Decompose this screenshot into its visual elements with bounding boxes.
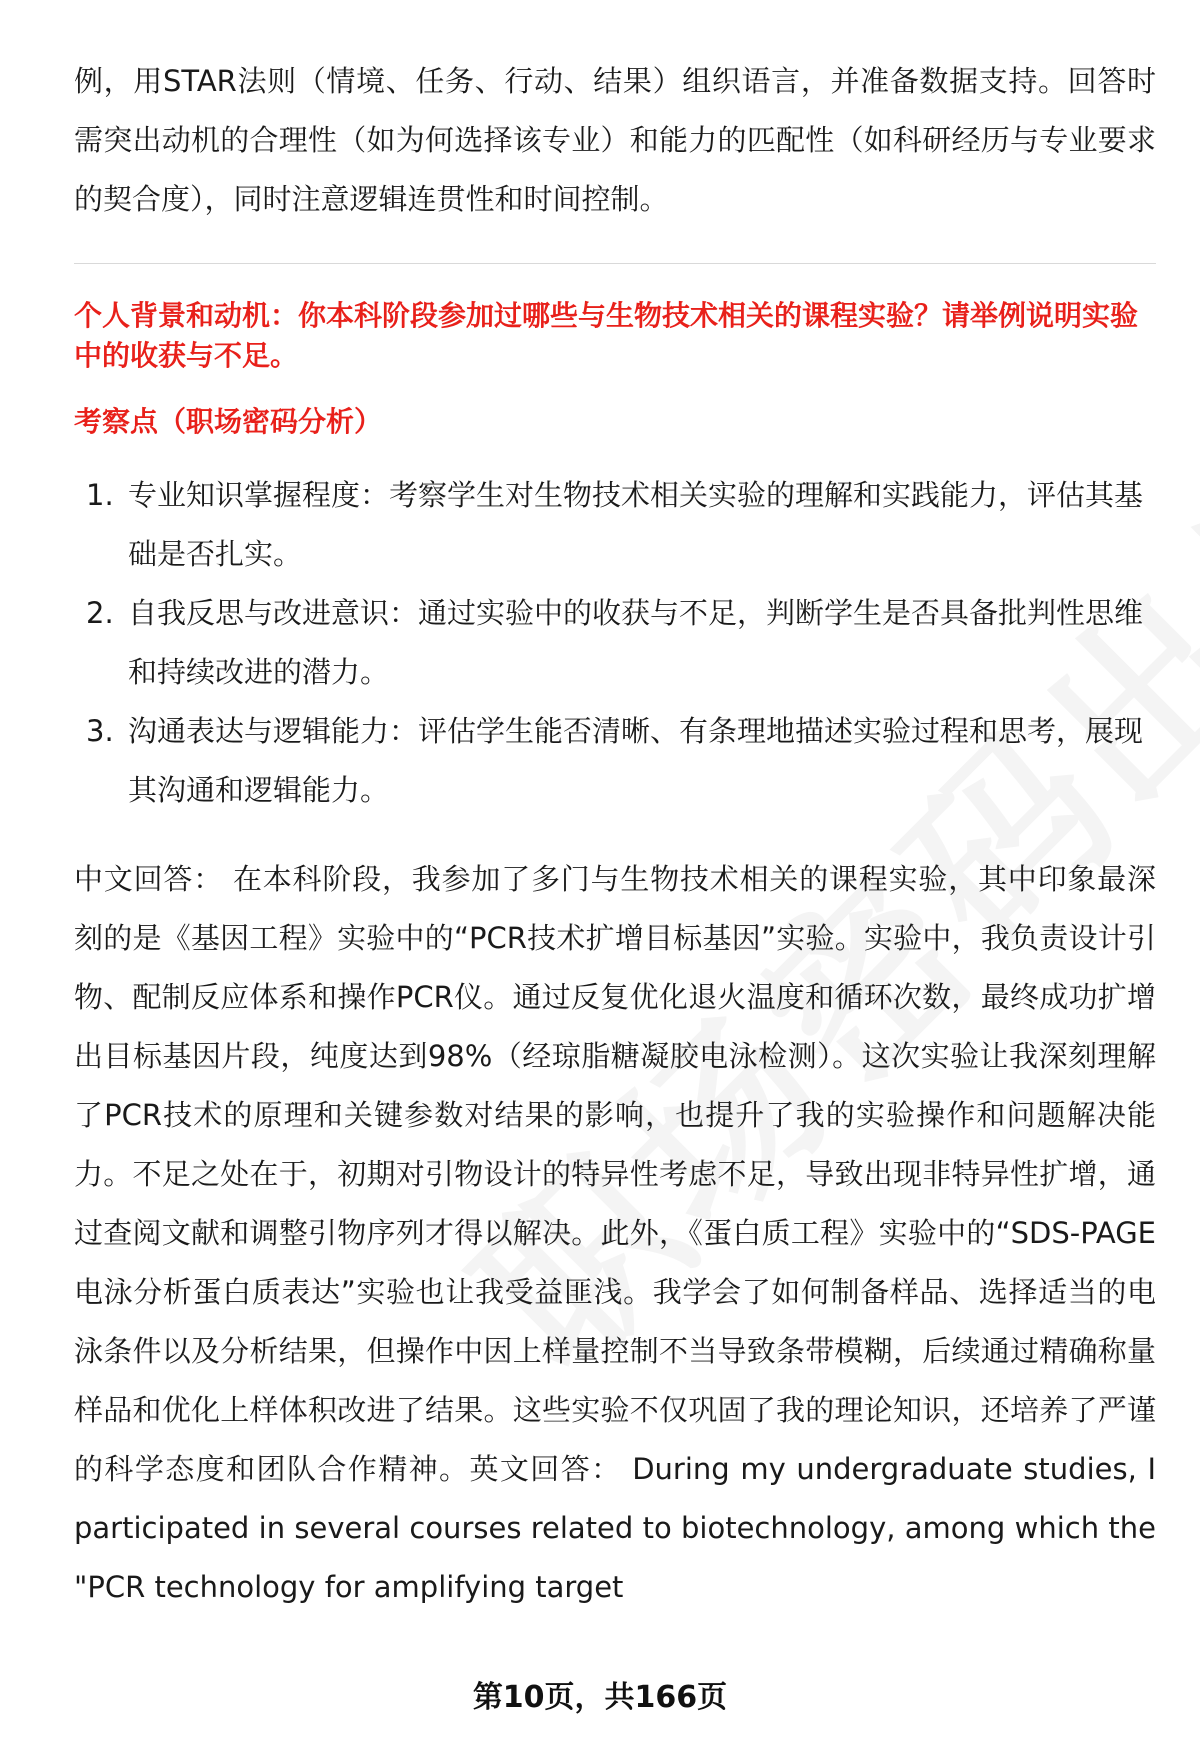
list-item [74, 466, 1156, 584]
list-item-text: 专业知识掌握程度：考察学生对生物技术相关实验的理解和实践能力，评估其基础是否扎实。 [128, 478, 1144, 571]
section-divider [74, 263, 1156, 264]
assessment-subheading: 考察点（职场密码分析） [74, 405, 383, 438]
intro-paragraph: 例，用STAR法则（情境、任务、行动、结果）组织语言，并准备数据支持。回答时需突出动机的合理性（如为何选择该专业）和能力的匹配性（如科研经历与专业要求的契合度），同时注意逻辑连贯性和时间控制。 [74, 64, 1156, 216]
answer-paragraph: 中文回答： 在本科阶段，我参加了多门与生物技术相关的课程实验，其中印象最深刻的是《基因工程》实验中的“PCR技术扩增目标基因”实验。实验中，我负责设计引物、配制反应体系和操作PCR仪。通过反复优化退火温度和循环次数，最终成功扩增出目标基因片段，纯度达到98%（经琼脂糖凝胶电泳检测）。这次实验让我深刻理解了PCR技术的原理和关键参数对结果的影响，也提升了我的实验操作和问题解决能力。不足之处在于，初期对引物设计的特异性考虑不足，导致出现非特异性扩增，通过查阅文献和调整引物序列才得以解决。此外，《蛋白质工程》实验中的“SDS-PAGE电泳分析蛋白质表达”实验也让我受益匪浅。我学会了如何制备样品、选择适当的电泳条件以及分析结果，但操作中因上样量控制不当导致条带模糊，后续通过精确称量样品和优化上样体积改进了结果。这些实验不仅巩固了我的理论知识，还培养了严谨的科学态度和团队合作精神。英文回答： During my undergraduate studies, I participated in several courses related to biotechnology, among which the "PCR technology for amplifying target [74, 862, 1156, 1604]
question-heading: 个人背景和动机：你本科阶段参加过哪些与生物技术相关的课程实验？请举例说明实验中的收获与不足。 [74, 299, 1139, 372]
list-item-text: 自我反思与改进意识：通过实验中的收获与不足，判断学生是否具备批判性思维和持续改进的潜力。 [128, 596, 1144, 689]
list-item [74, 702, 1156, 820]
assessment-points-list [74, 466, 1156, 820]
document-content [74, 52, 1156, 1617]
list-item-text: 沟通表达与逻辑能力：评估学生能否清晰、有条理地描述实验过程和思考，展现其沟通和逻辑能力。 [128, 714, 1144, 807]
list-item [74, 584, 1156, 702]
list-item-number: 2. [86, 596, 114, 630]
page-number-footer: 第10页，共166页 [472, 1680, 728, 1715]
list-item-number: 3. [86, 714, 114, 748]
list-item-number: 1. [86, 478, 114, 512]
